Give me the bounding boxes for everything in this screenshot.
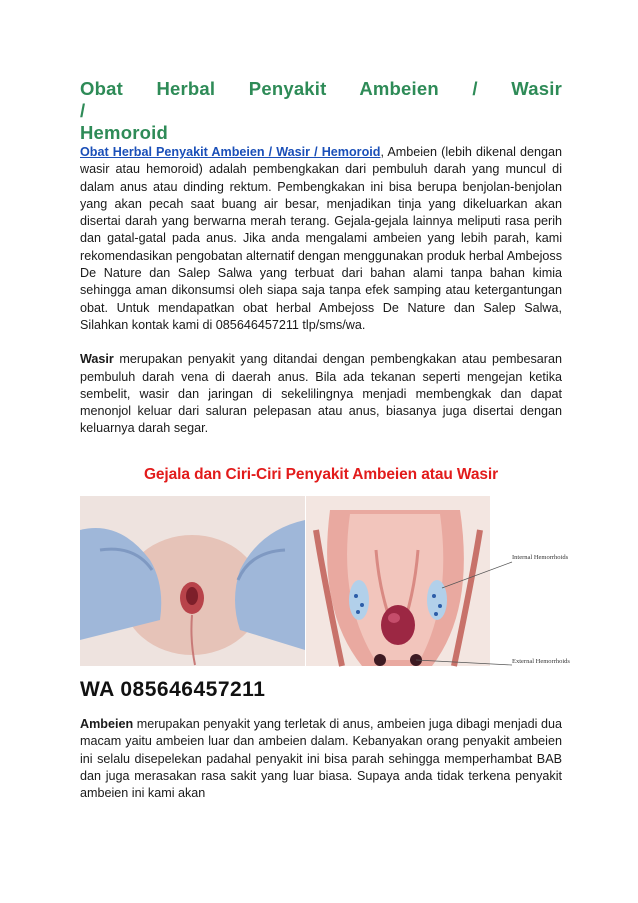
external-hemorrhoids-label: External Hemorrhoids [512, 658, 570, 665]
title-line-1: Obat Herbal Penyakit Ambeien / Wasir / [80, 78, 562, 121]
anal-canal-anatomy [306, 496, 512, 666]
ambeien-text: merupakan penyakit yang terletak di anus, ambeien juga dibagi menjadi dua macam yaitu ambeien luar dan ambeien dalam. Kebanyakan orang penyakit ambeien ini selalu disepelekan padahal penyakit ini bisa parah sehingga memperhambat BAB dan juga merasakan rasa sakit yang luar biasa. Supaya anda tidak terkena penyakit ambeien ini kami akan [80, 717, 562, 801]
article-link[interactable]: Obat Herbal Penyakit Ambeien / Wasir / Hemoroid [80, 145, 381, 159]
document-page [80, 78, 562, 438]
title-line-2: Hemoroid [80, 122, 168, 143]
figure-title: Gejala dan Ciri-Ciri Penyakit Ambeien atau Wasir [143, 466, 499, 483]
wasir-paragraph [80, 351, 562, 437]
document-title [80, 78, 562, 144]
hemorrhoid-illustration [80, 466, 570, 706]
hemorrhoid-diagram [80, 490, 562, 690]
internal-hemorrhoids-label: Internal Hemorrhoids [512, 554, 569, 561]
intro-paragraph [80, 144, 562, 334]
whatsapp-number: WA 085646457211 [80, 678, 266, 701]
ambeien-paragraph [80, 716, 562, 802]
ambeien-term: Ambeien [80, 717, 134, 731]
wasir-text: merupakan penyakit yang ditandai dengan pembengkakan atau pembesaran pembuluh darah vena di daerah anus. Bila ada tekanan seperti mengejan ketika sembelit, wasir dan jaringan di sekelilingnya menjadi membengkak dan dapat menonjol keluar dari saluran pelepasan atau anus, biasanya juga disertai dengan keluarnya darah segar. [80, 352, 562, 436]
wasir-term: Wasir [80, 352, 114, 367]
gloved-hands-photo [80, 496, 305, 666]
intro-text: , Ambeien (lebih dikenal dengan wasir atau hemoroid) adalah pembengkakan dari pembuluh darah yang muncul di dalam anus atau dinding rektum. Pembengkakan ini bisa berupa benjolan-benjolan yang akan pecah saat buang air besar, menjadikan tinja yang dikeluarkan akan disertai darah yang berwarna merah terang. Gejala-gejala lainnya meliputi rasa perih dan gatal-gatal pada anus. Jika anda mengalami ambeien yang lebih parah, kami rekomendasikan pengobatan alternatif dengan menggunakan produk herbal Ambejoss De Nature dan Salep Salwa yang terbuat dari bahan alami tanpa bahan kimia sehingga aman dikonsumsi oleh siapa saja tanpa efek samping atau ketergantungan obat. Untuk mendapatkan obat herbal Ambejoss De Nature dan Salep Salwa, Silahkan kontak kami di 085646457211 tlp/sms/wa. [80, 145, 562, 332]
